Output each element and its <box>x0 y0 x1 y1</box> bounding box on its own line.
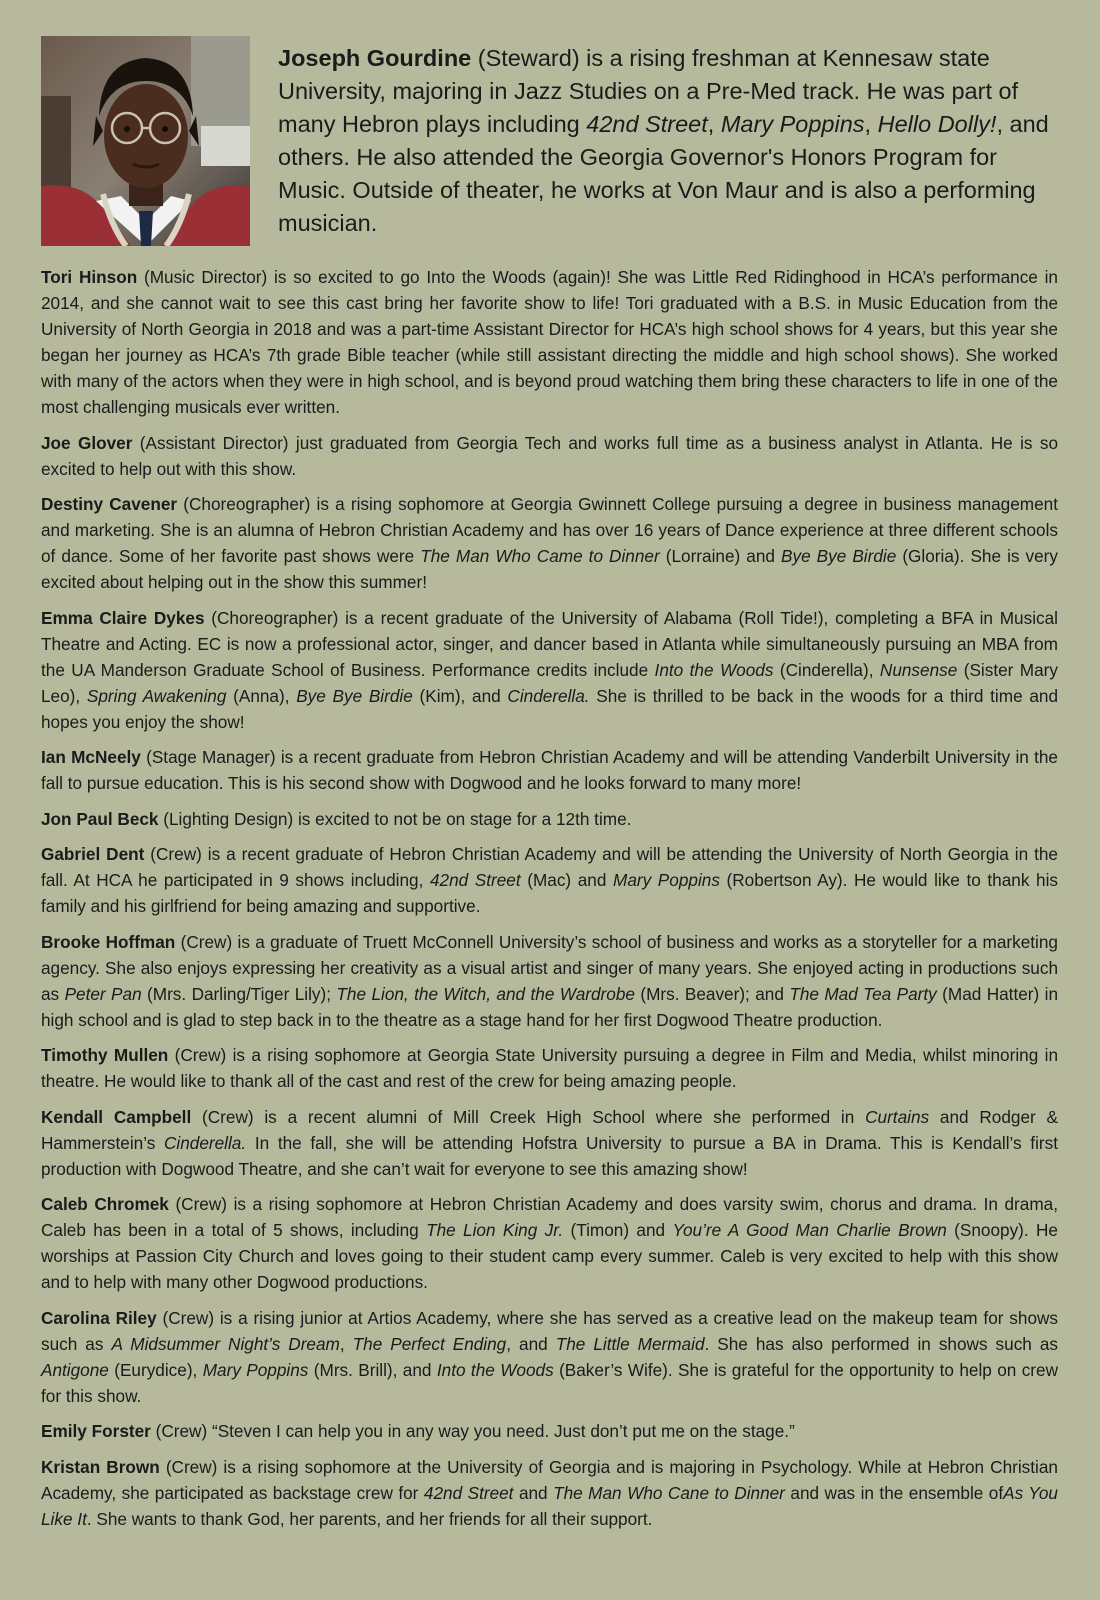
show-title: Into the Woods <box>654 659 774 680</box>
program-bios-page <box>41 36 1058 1541</box>
show-title: A Midsummer Night’s Dream <box>111 1333 340 1354</box>
show-title: Hello Dolly! <box>877 111 997 137</box>
show-title: Mary Poppins <box>720 111 865 137</box>
show-title: Mary Poppins <box>613 870 720 890</box>
person-name: Kristan Brown <box>41 1456 160 1477</box>
person-name: Carolina Riley <box>41 1307 157 1328</box>
show-title: Nunsense <box>879 659 958 680</box>
person-name: Jon Paul Beck <box>41 808 159 829</box>
bio-paragraph: Emily Forster (Crew) “Steven I can help you in any way you need. Just don’t put me on the stage.” <box>41 1421 795 1441</box>
show-title: The Mad Tea Party <box>789 983 937 1004</box>
show-title: The Man Who Came to Dinner <box>420 546 660 566</box>
person-name: Emily Forster <box>41 1421 151 1441</box>
show-title: Cinderella. <box>507 685 590 706</box>
show-title: The Little Mermaid <box>555 1333 705 1354</box>
person-name: Tori Hinson <box>41 267 138 287</box>
person-name: Joe Glover <box>41 432 133 453</box>
bio-paragraph: Caleb Chromek (Crew) is a rising sophomore at Hebron Christian Academy and does varsity swim, chorus and drama. In drama, Caleb has been in a total of 5 shows, including The Lion King Jr. (Timon) and You’re A Good Man Charlie Brown (Snoopy). He worships at Passion City Church and loves going to their student camp every summer. Caleb is very excited to help with this show and to help with many other Dogwood productions. <box>41 1194 1058 1292</box>
show-title: Bye Bye Birdie <box>781 546 897 566</box>
featured-bio-text: Joseph Gourdine (Steward) is a rising freshman at Kennesaw state University, majoring in Jazz Studies on a Pre-Med track. He was part of many Hebron plays including 42nd Street, Mary Poppins, Hello Dolly!, and others. He also attended the Georgia Governor's Honors Program for Music. Outside of theater, he works at Von Maur and is also a performing musician. <box>278 45 1049 236</box>
bio-paragraph: Kendall Campbell (Crew) is a recent alumni of Mill Creek High School where she performed in Curtains and Rodger & Hammerstein’s Cinderella. In the fall, she will be attending Hofstra University to pursue a BA in Drama. This is Kendall’s first production with Dogwood Theatre, and she can’t wait for everyone to see this amazing show! <box>41 1106 1058 1179</box>
featured-bio <box>41 36 1058 246</box>
show-title: As You Like It <box>41 1482 1058 1529</box>
person-name: Brooke Hoffman <box>41 931 176 952</box>
show-title: Spring Awakening <box>86 685 227 706</box>
bio-paragraph: Timothy Mullen (Crew) is a rising sophomore at Georgia State University pursuing a degree in Film and Media, whilst minoring in theatre. He would like to thank all of the cast and rest of the crew for being amazing people. <box>41 1045 1058 1091</box>
show-title: 42nd Street <box>429 870 521 890</box>
show-title: The Man Who Cane to Dinner <box>553 1482 785 1503</box>
show-title: 42nd Street <box>423 1482 514 1503</box>
person-name: Caleb Chromek <box>41 1194 169 1214</box>
bio-paragraph: Kristan Brown (Crew) is a rising sophomore at the University of Georgia and is majoring in Psychology. While at Hebron Christian Academy, she participated as backstage crew for 42nd Street and The Man Who Cane to Dinner and was in the ensemble ofAs You Like It. She wants to thank God, her parents, and her friends for all their support. <box>41 1456 1058 1529</box>
show-title: The Lion, the Witch, and the Wardrobe <box>336 983 635 1004</box>
show-title: Peter Pan <box>64 983 142 1004</box>
show-title: You’re A Good Man Charlie Brown <box>672 1220 947 1240</box>
person-name: Emma Claire Dykes <box>41 607 205 628</box>
person-name: Kendall Campbell <box>41 1106 192 1127</box>
bio-paragraph: Ian McNeely (Stage Manager) is a recent graduate from Hebron Christian Academy and will be attending Vanderbilt University in the fall to pursue education. This is his second show with Dogwood and he looks forward to many more! <box>41 747 1058 793</box>
show-title: Antigone <box>41 1359 109 1380</box>
bio-paragraph: Gabriel Dent (Crew) is a recent graduate of Hebron Christian Academy and will be attending the University of North Georgia in the fall. At HCA he participated in 9 shows including, 42nd Street (Mac) and Mary Poppins (Robertson Ay). He would like to thank his family and his girlfriend for being amazing and supportive. <box>41 844 1058 916</box>
show-title: The Lion King Jr. <box>426 1220 564 1240</box>
bio-paragraph: Joe Glover (Assistant Director) just graduated from Georgia Tech and works full time as a business analyst in Atlanta. He is so excited to help out with this show. <box>41 432 1058 479</box>
show-title: Mary Poppins <box>202 1359 309 1380</box>
headshot-photo <box>41 36 250 246</box>
show-title: The Perfect Ending <box>352 1333 507 1354</box>
bio-paragraph: Brooke Hoffman (Crew) is a graduate of Truett McConnell University’s school of business and works as a storyteller for a marketing agency. She also enjoys expressing her creativity as a visual artist and singer of many years. She enjoyed acting in productions such as Peter Pan (Mrs. Darling/Tiger Lily); The Lion, the Witch, and the Wardrobe (Mrs. Beaver); and The Mad Tea Party (Mad Hatter) in high school and is glad to step back in to the theatre as a stage hand for her first Dogwood Theatre production. <box>41 931 1059 1030</box>
show-title: 42nd Street <box>586 111 708 137</box>
person-name: Ian McNeely <box>41 747 141 767</box>
bio-paragraph: Emma Claire Dykes (Choreographer) is a recent graduate of the University of Alabama (Roll Tide!), completing a BFA in Musical Theatre and Acting. EC is now a professional actor, singer, and dancer based in Atlanta while simultaneously pursuing an MBA from the UA Manderson Graduate School of Business. Performance credits include Into the Woods (Cinderella), Nunsense (Sister Mary Leo), Spring Awakening (Anna), Bye Bye Birdie (Kim), and Cinderella. She is thrilled to be back in the woods for a third time and hopes you enjoy the show! <box>41 607 1059 732</box>
bio-paragraph: Carolina Riley (Crew) is a rising junior at Artios Academy, where she has served as a creative lead on the makeup team for shows such as A Midsummer Night’s Dream, The Perfect Ending, and The Little Mermaid. She has also performed in shows such as Antigone (Eurydice), Mary Poppins (Mrs. Brill), and Into the Woods (Baker’s Wife). She is grateful for the opportunity to help on crew for this show. <box>41 1307 1059 1406</box>
bio-paragraph: Tori Hinson (Music Director) is so excited to go Into the Woods (again)! She was Little Red Ridinghood in HCA’s performance in 2014, and she cannot wait to see this cast bring her favorite show to life! Tori graduated with a B.S. in Music Education from the University of North Georgia in 2018 and was a part-time Assistant Director for HCA’s high school shows for 4 years, but this year she began her journey as HCA’s 7th grade Bible teacher (while still assistant directing the middle and high school shows). She worked with many of the actors when they were in high school, and is beyond proud watching them bring these characters to life in one of the most challenging musicals ever written. <box>41 267 1058 417</box>
show-title: Into the Woods <box>436 1359 554 1380</box>
person-name: Destiny Cavener <box>41 494 178 514</box>
show-title: Curtains <box>865 1106 930 1127</box>
person-name: Joseph Gourdine <box>278 45 472 71</box>
bio-paragraph: Destiny Cavener (Choreographer) is a rising sophomore at Georgia Gwinnett College pursuing a degree in business management and marketing. She is an alumna of Hebron Christian Academy and has over 16 years of Dance experience at three different schools of dance. Some of her favorite past shows were The Man Who Came to Dinner (Lorraine) and Bye Bye Birdie (Gloria). She is very excited about helping out in the show this summer! <box>41 494 1058 592</box>
person-name: Gabriel Dent <box>41 844 145 864</box>
show-title: Cinderella. <box>163 1132 247 1153</box>
bio-paragraph: Jon Paul Beck (Lighting Design) is excited to not be on stage for a 12th time. <box>41 808 632 829</box>
show-title: Bye Bye Birdie <box>296 685 413 706</box>
person-name: Timothy Mullen <box>41 1045 169 1065</box>
